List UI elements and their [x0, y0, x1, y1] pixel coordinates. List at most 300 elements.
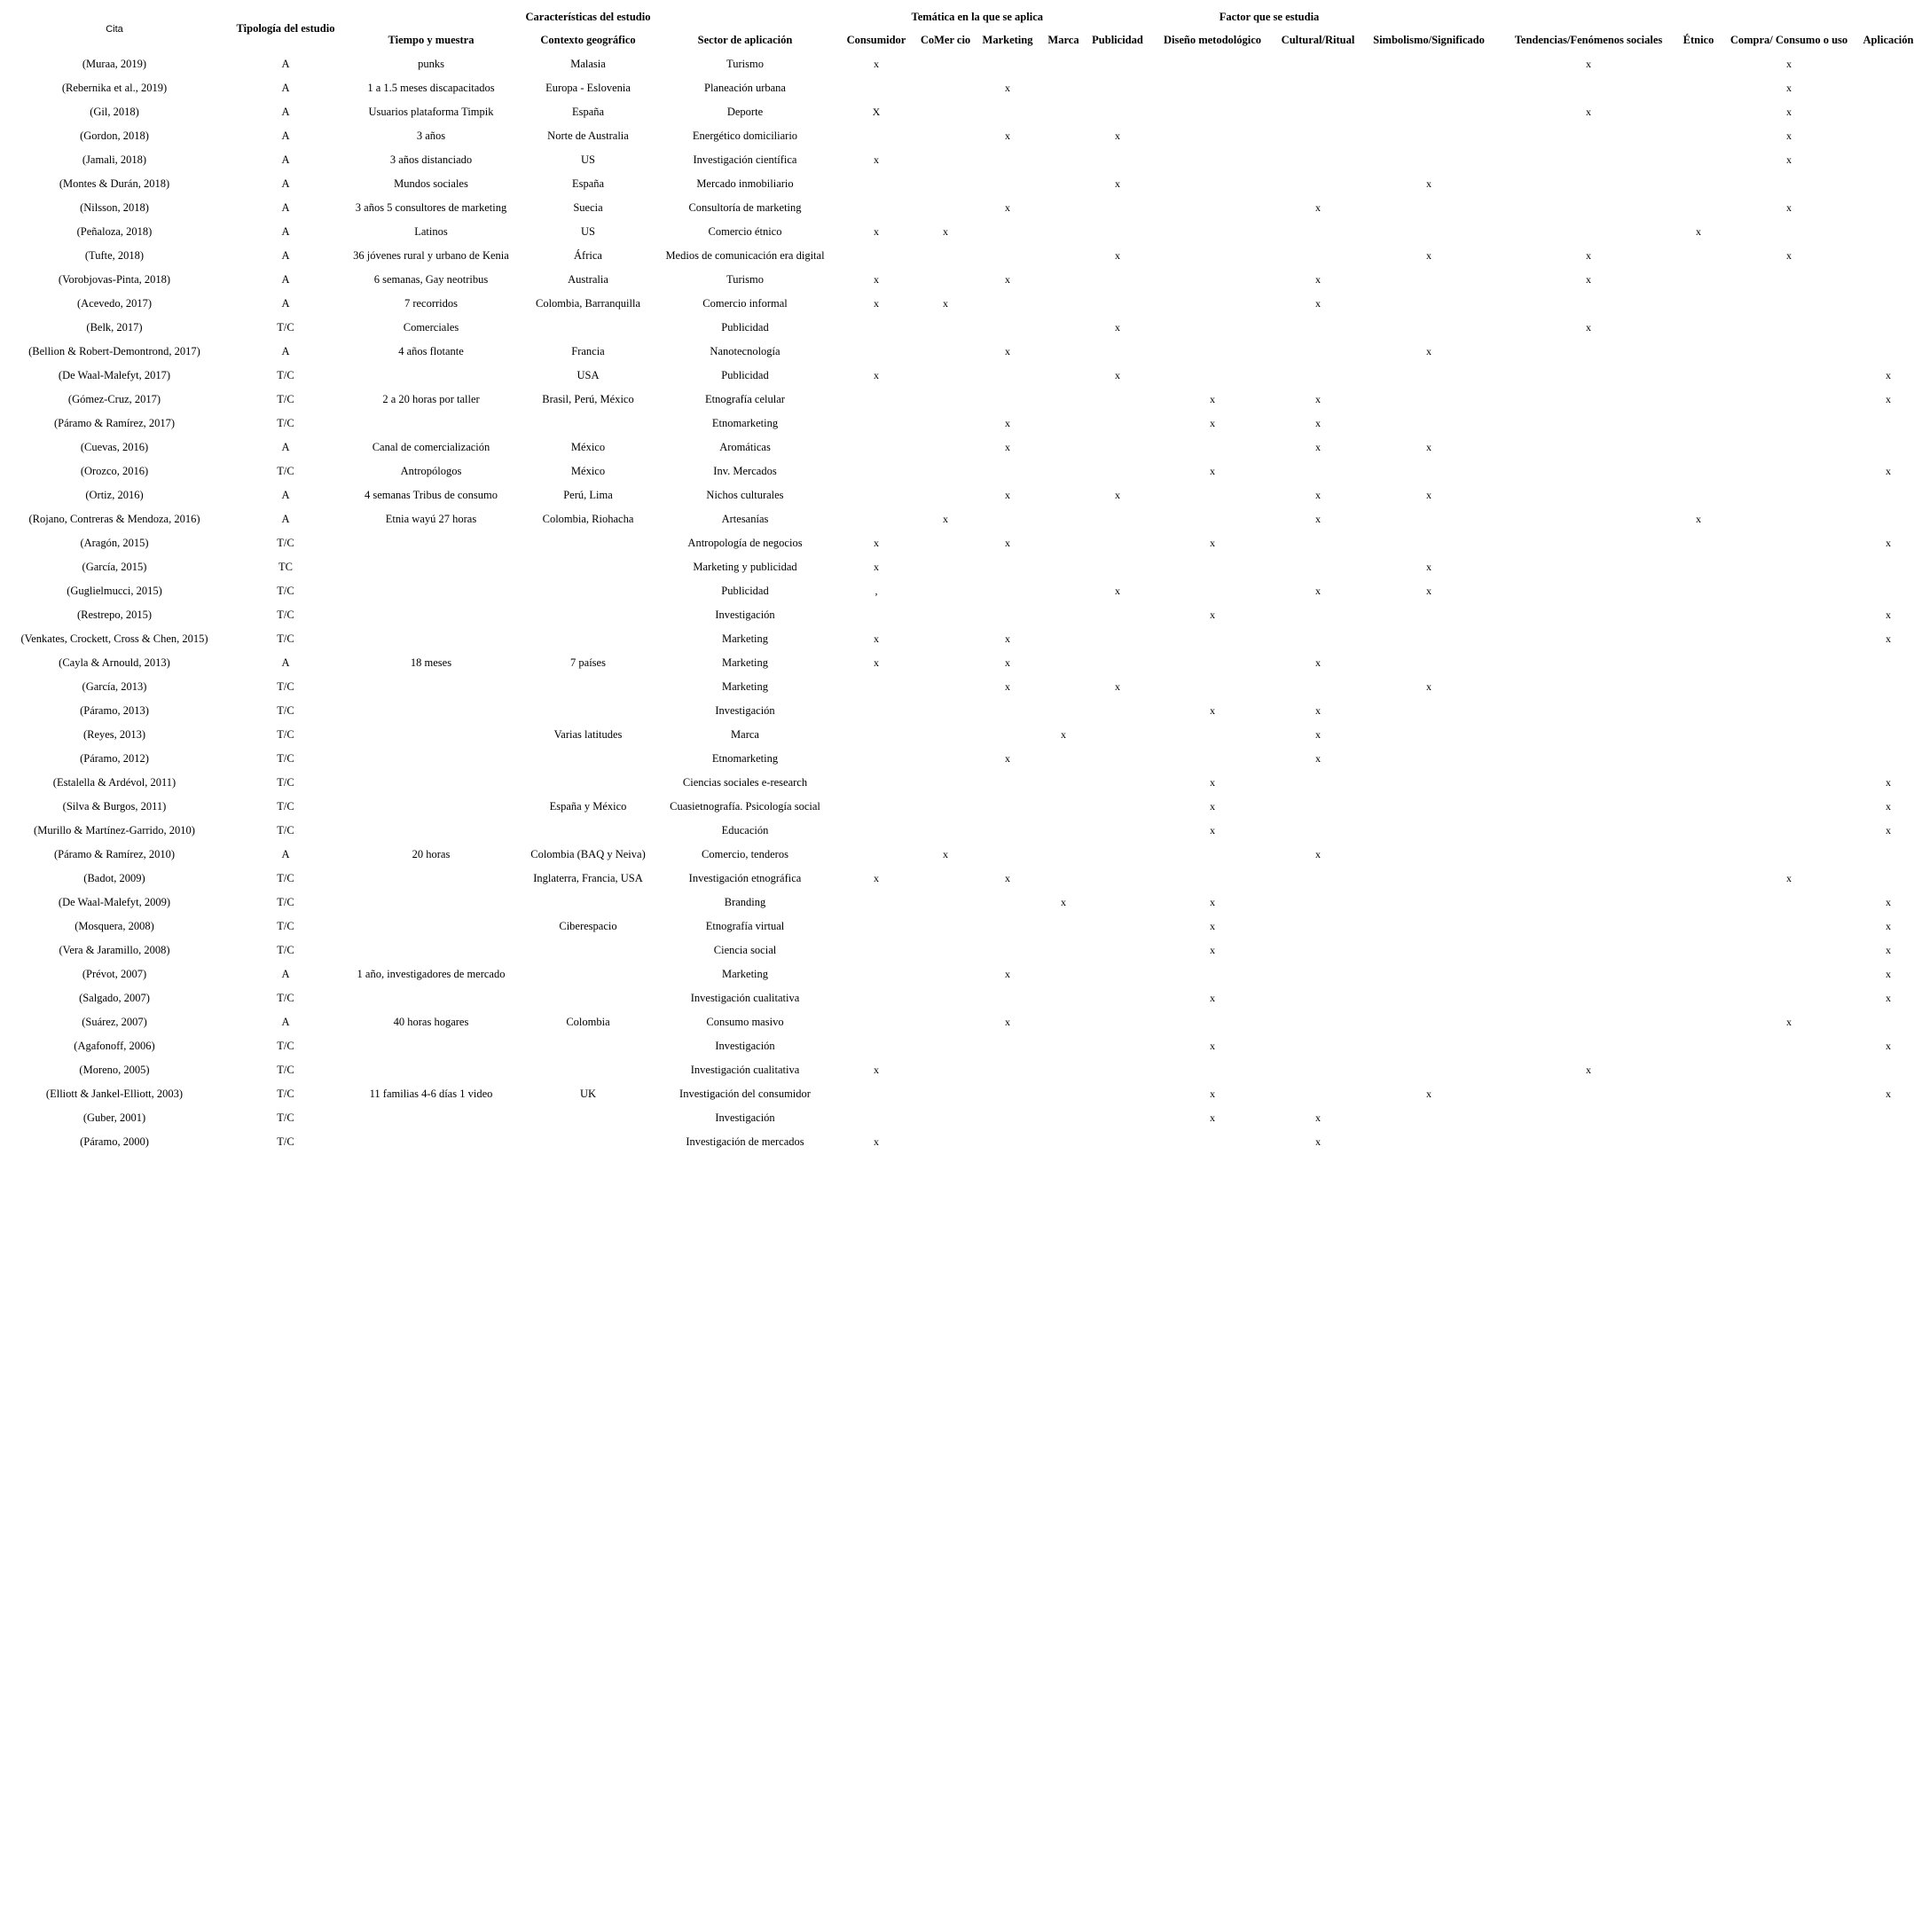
cell-tipo: T/C	[277, 1111, 294, 1124]
cell-comercio	[919, 1034, 972, 1058]
cell-publicidad	[1084, 459, 1151, 483]
cell-simbolismo	[1362, 771, 1495, 795]
cell-compra	[1715, 531, 1863, 555]
cell-tipo: T/C	[277, 944, 294, 956]
cell-compra	[1715, 747, 1863, 771]
cell-cultural	[1274, 244, 1362, 268]
cell-sector: Marketing	[721, 632, 769, 645]
cell-compra: x	[1786, 249, 1792, 262]
cell-cultural	[1274, 627, 1362, 651]
cell-comercio	[919, 76, 972, 100]
cell-tipo: A	[281, 441, 290, 453]
cell-tendencias	[1495, 843, 1682, 867]
cell-etnico	[1682, 939, 1715, 962]
cell-tipo: T/C	[277, 824, 294, 836]
cell-cita: (Gómez-Cruz, 2017)	[67, 393, 161, 405]
cell-sector: Artesanías	[721, 513, 769, 525]
cell-tipo: A	[281, 656, 290, 669]
cell-consumidor: x	[874, 297, 879, 310]
cell-tendencias	[1495, 412, 1682, 436]
cell-comercio	[919, 52, 972, 76]
cell-marketing	[972, 100, 1043, 124]
cell-compra	[1715, 579, 1863, 603]
cell-tendencias	[1495, 819, 1682, 843]
cell-marca	[1043, 483, 1084, 507]
cell-marca	[1043, 459, 1084, 483]
table-row	[0, 555, 1914, 579]
literature-review-table	[0, 5, 1914, 1154]
cell-contexto: Europa - Eslovenia	[545, 82, 631, 94]
cell-tendencias	[1495, 555, 1682, 579]
cell-marca	[1043, 603, 1084, 627]
cell-tendencias	[1495, 483, 1682, 507]
table-row	[0, 723, 1914, 747]
cell-cultural	[1274, 1010, 1362, 1034]
cell-tipo: T/C	[277, 704, 294, 717]
cell-comercio	[919, 148, 972, 172]
cell-aplicacion	[1863, 699, 1914, 723]
cell-tipo: T/C	[277, 896, 294, 908]
cell-aplicacion	[1863, 579, 1914, 603]
cell-marca	[1043, 675, 1084, 699]
cell-publicidad	[1084, 699, 1151, 723]
cell-sector: Turismo	[726, 273, 764, 286]
cell-cultural: x	[1315, 585, 1321, 597]
cell-compra	[1715, 555, 1863, 579]
cell-compra	[1715, 723, 1863, 747]
cell-cultural: x	[1315, 848, 1321, 860]
table-row	[0, 124, 1914, 148]
cell-compra	[1715, 819, 1863, 843]
cell-consumidor	[834, 76, 919, 100]
header-group-tematica: Temática en la que se aplica	[911, 10, 1043, 23]
cell-publicidad	[1084, 891, 1151, 915]
cell-publicidad	[1084, 771, 1151, 795]
cell-tendencias	[1495, 1034, 1682, 1058]
cell-contexto: Colombia, Barranquilla	[535, 297, 641, 310]
cell-compra	[1715, 843, 1863, 867]
cell-sector: Marca	[731, 728, 759, 741]
cell-publicidad	[1084, 196, 1151, 220]
cell-etnico	[1682, 699, 1715, 723]
cell-tiempo: 4 semanas Tribus de consumo	[365, 489, 498, 501]
cell-marca	[1043, 340, 1084, 364]
cell-tiempo	[342, 555, 520, 579]
cell-sector: Marketing	[721, 680, 769, 693]
cell-tendencias	[1495, 675, 1682, 699]
cell-publicidad	[1084, 795, 1151, 819]
cell-etnico	[1682, 436, 1715, 459]
cell-compra	[1715, 675, 1863, 699]
cell-compra	[1715, 316, 1863, 340]
cell-etnico	[1682, 1130, 1715, 1154]
cell-sector: Marketing	[721, 968, 769, 980]
cell-tipo: A	[281, 58, 290, 70]
cell-cultural	[1274, 603, 1362, 627]
header-group-row	[0, 5, 1914, 28]
cell-contexto	[520, 986, 656, 1010]
cell-simbolismo	[1362, 100, 1495, 124]
cell-simbolismo	[1362, 819, 1495, 843]
cell-cita: (Elliott & Jankel-Elliott, 2003)	[45, 1088, 184, 1100]
cell-contexto	[520, 1058, 656, 1082]
cell-marca	[1043, 867, 1084, 891]
cell-contexto: US	[581, 153, 595, 166]
cell-marketing	[972, 915, 1043, 939]
cell-tipo: T/C	[277, 537, 294, 549]
cell-contexto: Australia	[568, 273, 608, 286]
cell-tipo: T/C	[277, 752, 294, 765]
cell-sector: Investigación cualitativa	[690, 1064, 800, 1076]
cell-sector: Investigación de mercados	[686, 1135, 804, 1148]
cell-cita: (Páramo & Ramírez, 2010)	[53, 848, 176, 860]
cell-cultural	[1274, 76, 1362, 100]
cell-marketing: x	[1005, 752, 1010, 765]
cell-marca	[1043, 316, 1084, 340]
cell-cultural	[1274, 316, 1362, 340]
cell-marketing: x	[1005, 201, 1010, 214]
cell-marketing	[972, 292, 1043, 316]
cell-cita: (Jamali, 2018)	[82, 153, 147, 166]
cell-cultural	[1274, 1082, 1362, 1106]
cell-sector: Etnomarketing	[711, 752, 779, 765]
cell-contexto: Colombia (BAQ y Neiva)	[530, 848, 646, 860]
cell-aplicacion	[1863, 196, 1914, 220]
cell-tiempo	[342, 531, 520, 555]
cell-tendencias	[1495, 388, 1682, 412]
cell-cultural: x	[1315, 1135, 1321, 1148]
cell-tendencias: x	[1586, 58, 1591, 70]
cell-consumidor: x	[874, 225, 879, 238]
cell-compra	[1715, 483, 1863, 507]
cell-consumidor: x	[874, 632, 879, 645]
cell-tiempo	[342, 364, 520, 388]
cell-aplicacion	[1863, 172, 1914, 196]
cell-cita: (Muraa, 2019)	[82, 58, 147, 70]
cell-simbolismo	[1362, 699, 1495, 723]
cell-consumidor	[834, 986, 919, 1010]
cell-tiempo	[342, 939, 520, 962]
cell-tiempo: 20 horas	[412, 848, 451, 860]
header-contexto: Contexto geográfico	[540, 34, 636, 46]
cell-diseno: x	[1210, 800, 1215, 813]
cell-tipo: A	[281, 848, 290, 860]
cell-etnico	[1682, 962, 1715, 986]
cell-tiempo: 11 familias 4-6 días 1 video	[369, 1088, 493, 1100]
cell-diseno	[1151, 148, 1274, 172]
table-row	[0, 675, 1914, 699]
cell-tendencias	[1495, 1130, 1682, 1154]
cell-compra	[1715, 388, 1863, 412]
cell-simbolismo: x	[1426, 441, 1432, 453]
cell-compra	[1715, 364, 1863, 388]
cell-diseno: x	[1210, 920, 1215, 932]
cell-tendencias	[1495, 962, 1682, 986]
header-tipologia: Tipología del estudio	[236, 22, 335, 35]
cell-contexto: Malasia	[570, 58, 606, 70]
header-marketing: Marketing	[982, 34, 1033, 46]
cell-etnico	[1682, 148, 1715, 172]
cell-publicidad	[1084, 1034, 1151, 1058]
cell-publicidad	[1084, 843, 1151, 867]
cell-cultural	[1274, 148, 1362, 172]
cell-tipo: T/C	[277, 776, 294, 789]
cell-tipo: T/C	[277, 465, 294, 477]
table-row	[0, 1106, 1914, 1130]
cell-etnico	[1682, 172, 1715, 196]
cell-tendencias	[1495, 891, 1682, 915]
cell-sector: Investigación	[715, 704, 775, 717]
cell-marca	[1043, 1106, 1084, 1130]
cell-tiempo: Antropólogos	[400, 465, 462, 477]
cell-aplicacion	[1863, 340, 1914, 364]
cell-publicidad	[1084, 100, 1151, 124]
cell-compra	[1715, 459, 1863, 483]
cell-tendencias	[1495, 723, 1682, 747]
cell-cultural	[1274, 52, 1362, 76]
header-tendencias: Tendencias/Fenómenos sociales	[1514, 34, 1663, 46]
cell-tiempo	[342, 795, 520, 819]
cell-publicidad	[1084, 627, 1151, 651]
cell-etnico	[1682, 412, 1715, 436]
cell-tipo: A	[281, 1016, 290, 1028]
cell-consumidor	[834, 1010, 919, 1034]
cell-tiempo	[342, 891, 520, 915]
cell-consumidor: x	[874, 537, 879, 549]
cell-sector: Cuasietnografía. Psicología social	[670, 800, 820, 813]
cell-aplicacion: x	[1886, 1088, 1891, 1100]
cell-compra: x	[1786, 201, 1792, 214]
cell-cita: (Prévot, 2007)	[82, 968, 147, 980]
cell-compra	[1715, 268, 1863, 292]
cell-cultural	[1274, 220, 1362, 244]
cell-tendencias	[1495, 507, 1682, 531]
cell-cita: (Páramo, 2012)	[80, 752, 149, 765]
cell-sector: Consultoría de marketing	[688, 201, 802, 214]
cell-sector: Nichos culturales	[706, 489, 784, 501]
cell-simbolismo	[1362, 76, 1495, 100]
cell-comercio: x	[943, 513, 948, 525]
cell-marketing	[972, 723, 1043, 747]
cell-diseno: x	[1210, 393, 1215, 405]
cell-marca	[1043, 531, 1084, 555]
cell-publicidad	[1084, 723, 1151, 747]
cell-aplicacion: x	[1886, 632, 1891, 645]
cell-marca	[1043, 555, 1084, 579]
cell-compra	[1715, 172, 1863, 196]
cell-tendencias	[1495, 651, 1682, 675]
cell-marketing	[972, 148, 1043, 172]
cell-simbolismo	[1362, 1010, 1495, 1034]
cell-simbolismo	[1362, 531, 1495, 555]
cell-consumidor	[834, 675, 919, 699]
cell-cultural: x	[1315, 704, 1321, 717]
table-row	[0, 699, 1914, 723]
cell-sector: Publicidad	[721, 585, 769, 597]
cell-sector: Comercio informal	[702, 297, 788, 310]
cell-compra	[1715, 795, 1863, 819]
cell-comercio	[919, 1082, 972, 1106]
cell-tendencias	[1495, 172, 1682, 196]
cell-aplicacion: x	[1886, 369, 1891, 381]
table-row	[0, 220, 1914, 244]
cell-marca	[1043, 1130, 1084, 1154]
cell-publicidad: x	[1115, 489, 1120, 501]
cell-compra: x	[1786, 1016, 1792, 1028]
cell-tipo: T/C	[277, 321, 294, 334]
cell-marketing	[972, 52, 1043, 76]
cell-cultural	[1274, 771, 1362, 795]
cell-tipo: T/C	[277, 680, 294, 693]
cell-comercio: x	[943, 848, 948, 860]
cell-contexto	[520, 412, 656, 436]
cell-simbolismo	[1362, 1130, 1495, 1154]
cell-marketing	[972, 986, 1043, 1010]
cell-consumidor: x	[874, 369, 879, 381]
table-row	[0, 76, 1914, 100]
cell-tiempo	[342, 412, 520, 436]
cell-cita: (Rebernika et al., 2019)	[61, 82, 168, 94]
cell-tiempo	[342, 771, 520, 795]
cell-consumidor	[834, 507, 919, 531]
cell-marketing	[972, 1130, 1043, 1154]
cell-tendencias	[1495, 364, 1682, 388]
header-etnico: Étnico	[1683, 34, 1714, 46]
table-row	[0, 579, 1914, 603]
cell-simbolismo: x	[1426, 345, 1432, 357]
cell-simbolismo: x	[1426, 680, 1432, 693]
cell-publicidad	[1084, 1082, 1151, 1106]
cell-marketing	[972, 1082, 1043, 1106]
cell-marketing	[972, 771, 1043, 795]
cell-simbolismo	[1362, 747, 1495, 771]
cell-marca	[1043, 172, 1084, 196]
cell-aplicacion	[1863, 675, 1914, 699]
cell-tendencias	[1495, 1010, 1682, 1034]
cell-cultural: x	[1315, 513, 1321, 525]
cell-publicidad: x	[1115, 369, 1120, 381]
cell-marca	[1043, 196, 1084, 220]
cell-contexto: 7 países	[570, 656, 606, 669]
cell-diseno: x	[1210, 465, 1215, 477]
cell-tiempo: Canal de comercialización	[372, 441, 490, 453]
cell-aplicacion	[1863, 651, 1914, 675]
cell-tendencias: x	[1586, 1064, 1591, 1076]
cell-sector: Publicidad	[721, 321, 769, 334]
cell-marketing: x	[1005, 968, 1010, 980]
cell-diseno	[1151, 747, 1274, 771]
cell-cita: (Reyes, 2013)	[82, 728, 146, 741]
cell-contexto	[520, 555, 656, 579]
cell-etnico	[1682, 891, 1715, 915]
cell-tendencias	[1495, 436, 1682, 459]
cell-contexto	[520, 1034, 656, 1058]
cell-tiempo	[342, 819, 520, 843]
cell-comercio	[919, 986, 972, 1010]
cell-consumidor: x	[874, 1064, 879, 1076]
table-row	[0, 148, 1914, 172]
cell-cultural: x	[1315, 752, 1321, 765]
cell-consumidor	[834, 340, 919, 364]
cell-marca	[1043, 747, 1084, 771]
cell-cultural	[1274, 1034, 1362, 1058]
cell-consumidor	[834, 1106, 919, 1130]
cell-simbolismo	[1362, 292, 1495, 316]
cell-contexto: Norte de Australia	[547, 130, 629, 142]
cell-marketing	[972, 819, 1043, 843]
cell-cultural: x	[1315, 728, 1321, 741]
cell-consumidor	[834, 962, 919, 986]
cell-diseno	[1151, 100, 1274, 124]
cell-tipo: T/C	[277, 992, 294, 1004]
cell-tiempo	[342, 747, 520, 771]
cell-tiempo: 3 años 5 consultores de marketing	[355, 201, 507, 214]
cell-sector: Comercio, tenderos	[702, 848, 788, 860]
header-group-factor: Factor que se estudia	[1219, 10, 1320, 23]
cell-tiempo	[342, 579, 520, 603]
cell-aplicacion: x	[1886, 992, 1891, 1004]
header-consumidor: Consumidor	[846, 34, 906, 46]
cell-diseno	[1151, 436, 1274, 459]
table-row	[0, 819, 1914, 843]
table-row	[0, 268, 1914, 292]
cell-sector: Consumo masivo	[706, 1016, 784, 1028]
cell-marketing	[972, 1058, 1043, 1082]
cell-contexto: España	[571, 106, 605, 118]
cell-simbolismo	[1362, 459, 1495, 483]
cell-consumidor	[834, 388, 919, 412]
cell-cita: (Venkates, Crockett, Cross & Chen, 2015)	[20, 632, 208, 645]
cell-cultural: x	[1315, 273, 1321, 286]
cell-diseno	[1151, 364, 1274, 388]
table-row	[0, 507, 1914, 531]
cell-marca	[1043, 819, 1084, 843]
cell-comercio	[919, 603, 972, 627]
cell-tiempo: Etnia wayú 27 horas	[385, 513, 477, 525]
header-diseno: Diseño metodológico	[1163, 34, 1262, 46]
cell-publicidad	[1084, 986, 1151, 1010]
cell-publicidad	[1084, 962, 1151, 986]
cell-etnico	[1682, 1058, 1715, 1082]
cell-marketing	[972, 244, 1043, 268]
cell-cita: (Acevedo, 2017)	[77, 297, 152, 310]
cell-contexto	[520, 891, 656, 915]
cell-etnico	[1682, 100, 1715, 124]
cell-sector: Marketing y publicidad	[693, 561, 797, 573]
cell-simbolismo	[1362, 268, 1495, 292]
table-row	[0, 483, 1914, 507]
cell-tipo: T/C	[277, 417, 294, 429]
cell-etnico	[1682, 340, 1715, 364]
cell-diseno	[1151, 268, 1274, 292]
cell-aplicacion	[1863, 483, 1914, 507]
cell-aplicacion: x	[1886, 1040, 1891, 1052]
cell-cita: (Vorobjovas-Pinta, 2018)	[58, 273, 171, 286]
cell-etnico	[1682, 771, 1715, 795]
cell-simbolismo	[1362, 1034, 1495, 1058]
cell-diseno	[1151, 962, 1274, 986]
cell-cultural	[1274, 172, 1362, 196]
cell-etnico	[1682, 52, 1715, 76]
cell-contexto: Brasil, Perú, México	[542, 393, 634, 405]
cell-tendencias	[1495, 603, 1682, 627]
cell-tendencias	[1495, 196, 1682, 220]
cell-consumidor	[834, 771, 919, 795]
cell-tendencias	[1495, 124, 1682, 148]
cell-cultural	[1274, 891, 1362, 915]
cell-comercio	[919, 364, 972, 388]
cell-contexto	[520, 962, 656, 986]
